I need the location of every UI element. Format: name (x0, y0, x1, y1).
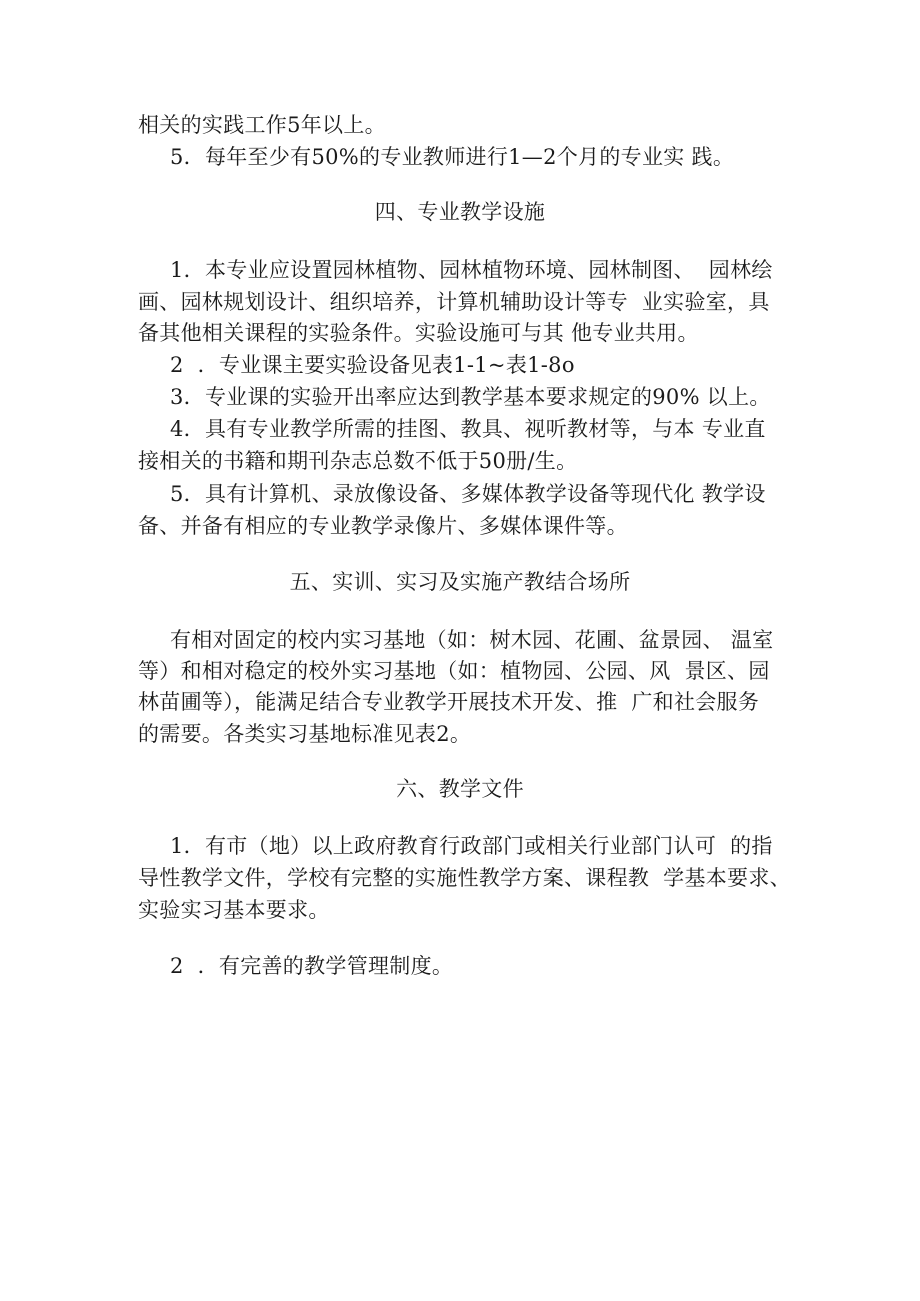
body-text-line: 等）和相对稳定的校外实习基地（如：植物园、公园、风 景区、园 (138, 659, 770, 683)
section-heading: 六、教学文件 (396, 777, 524, 801)
body-text-line: 5．每年至少有50%的专业教师进行1—2个月的专业实 践。 (170, 145, 735, 169)
body-text-line: 3．专业课的实验开出率应达到教学基本要求规定的90% 以上。 (170, 385, 771, 409)
section-heading: 五、实训、实习及实施产教结合场所 (289, 570, 631, 594)
body-text-line: 2 ．有完善的教学管理制度。 (170, 954, 454, 978)
body-text-line: 的需要。各类实习基地标准见表2。 (138, 722, 472, 746)
body-text-line: 导性教学文件，学校有完整的实施性教学方案、课程教 学基本要求、 (138, 866, 791, 890)
body-text-line: 相关的实践工作5年以上。 (138, 113, 386, 137)
body-text-line: 1．本专业应设置园林植物、园林植物环境、园林制图、 园林绘 (170, 258, 773, 282)
body-text-line: 2 ．专业课主要实验设备见表1-1~表1-8o (170, 353, 575, 377)
body-text-line: 备、并备有相应的专业教学录像片、多媒体课件等。 (138, 514, 628, 538)
body-text-line: 接相关的书籍和期刊杂志总数不低于50册/生。 (138, 449, 578, 473)
body-text-line: 1．有市（地）以上政府教育行政部门或相关行业部门认可 的指 (170, 834, 773, 858)
section-heading: 四、专业教学设施 (374, 200, 546, 224)
body-text-line: 备其他相关课程的实验条件。实验设施可与其 他专业共用。 (138, 321, 699, 345)
body-text-line: 有相对固定的校内实习基地（如：树木园、花圃、盆景园、 温室 (170, 628, 774, 652)
body-text-line: 林苗圃等），能满足结合专业教学开展技术开发、推 广和社会服务 (138, 690, 760, 714)
body-text-line: 画、园林规划设计、组织培养，计算机辅助设计等专 业实验室，具 (138, 290, 770, 314)
body-text-line: 实验实习基本要求。 (138, 898, 330, 922)
body-text-line: 4．具有专业教学所需的挂图、教具、视听教材等，与本 专业直 (170, 417, 766, 441)
body-text-line: 5．具有计算机、录放像设备、多媒体教学设备等现代化 教学设 (170, 482, 766, 506)
